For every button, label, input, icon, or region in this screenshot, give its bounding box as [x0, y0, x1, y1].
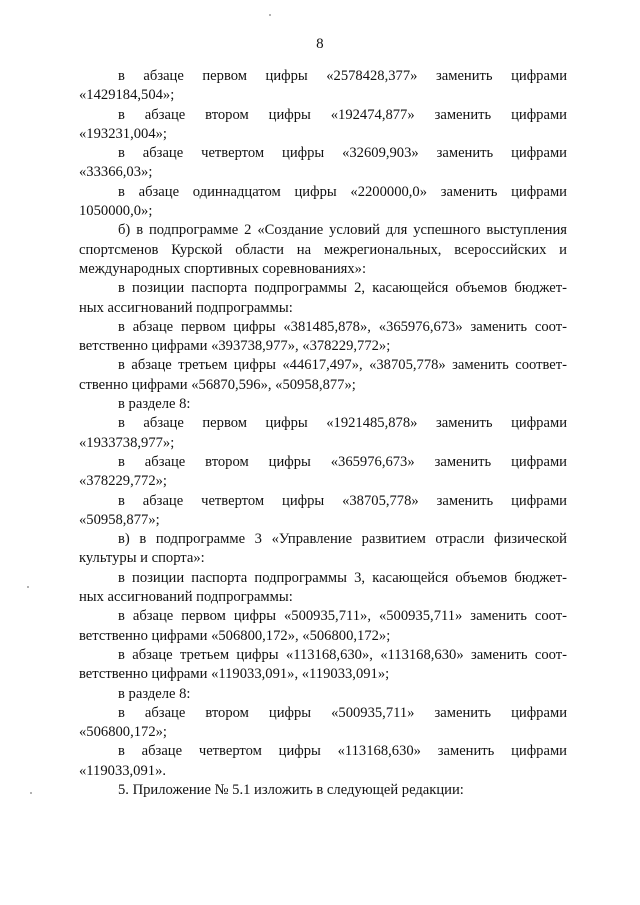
- text-line: в абзаце втором цифры «500935,711» заменить цифрами: [118, 704, 567, 721]
- text-line: ветственно цифрами «393738,977», «378229,772»;: [79, 338, 391, 355]
- text-line: б) в подпрограмме 2 «Создание условий для успешного выступления: [118, 222, 567, 239]
- text-line: 5. Приложение № 5.1 изложить в следующей редакции:: [118, 781, 464, 798]
- text-line: ных ассигнований подпрограммы:: [79, 299, 293, 316]
- text-line: «378229,772»;: [79, 473, 167, 490]
- text-line: в разделе 8:: [118, 685, 191, 702]
- text-line: ветственно цифрами «119033,091», «119033,091»;: [79, 666, 390, 683]
- text-line: в абзаце четвертом цифры «38705,778» заменить цифрами: [118, 492, 567, 509]
- text-line: ственно цифрами «56870,596», «50958,877»;: [79, 376, 356, 393]
- text-line: в абзаце первом цифры «381485,878», «365976,673» заменить соот-: [118, 318, 567, 335]
- text-line: «1429184,504»;: [79, 87, 175, 104]
- text-line: ных ассигнований подпрограммы:: [79, 589, 293, 606]
- text-line: «506800,172»;: [79, 724, 167, 741]
- scan-speck: [27, 586, 29, 588]
- text-line: ветственно цифрами «506800,172», «506800,172»;: [79, 627, 391, 644]
- page-number: 8: [316, 36, 324, 52]
- text-line: в позиции паспорта подпрограммы 2, касающейся объемов бюджет-: [118, 280, 567, 297]
- text-line: в абзаце четвертом цифры «113168,630» заменить цифрами: [118, 743, 567, 760]
- text-line: в абзаце первом цифры «2578428,377» заменить цифрами: [118, 68, 567, 84]
- text-line: в позиции паспорта подпрограммы 3, касающейся объемов бюджет-: [118, 569, 567, 586]
- text-line: в абзаце третьем цифры «44617,497», «38705,778» заменить соответ-: [118, 357, 567, 374]
- text-line: спортсменов Курской области на межрегиональных, всероссийских и: [79, 241, 567, 258]
- text-line: «50958,877»;: [79, 511, 160, 528]
- text-line: в абзаце первом цифры «500935,711», «500935,711» заменить соот-: [118, 608, 567, 625]
- text-line: «119033,091».: [79, 762, 167, 779]
- text-line: 1050000,0»;: [79, 203, 153, 220]
- text-line: в абзаце одиннадцатом цифры «2200000,0» заменить цифрами: [118, 183, 567, 200]
- text-line: в абзаце третьем цифры «113168,630», «113168,630» заменить соот-: [118, 646, 567, 663]
- text-line: культуры и спорта»:: [79, 550, 205, 567]
- text-line: «1933738,977»;: [79, 434, 175, 451]
- text-line: в) в подпрограмме 3 «Управление развитием отрасли физической: [118, 531, 567, 548]
- text-line: в разделе 8:: [118, 396, 191, 413]
- text-line: международных спортивных соревнованиях»:: [79, 260, 366, 277]
- text-line: в абзаце втором цифры «192474,877» заменить цифрами: [118, 106, 567, 123]
- text-line: «33366,03»;: [79, 164, 153, 181]
- scan-speck: [269, 14, 271, 16]
- text-line: в абзаце первом цифры «1921485,878» заменить цифрами: [118, 415, 567, 432]
- text-line: в абзаце четвертом цифры «32609,903» заменить цифрами: [118, 145, 567, 162]
- document-body: [79, 67, 567, 800]
- text-line: «193231,004»;: [79, 125, 167, 142]
- scan-speck: [30, 792, 32, 794]
- text-line: в абзаце втором цифры «365976,673» заменить цифрами: [118, 453, 567, 470]
